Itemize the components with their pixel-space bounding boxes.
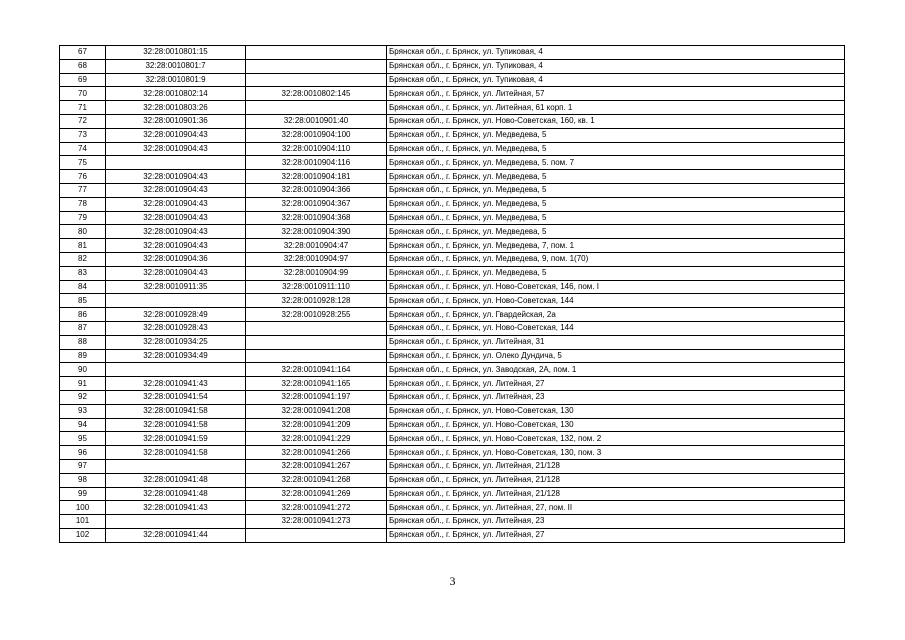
- row-number-cell: 91: [60, 377, 106, 391]
- table-row: [60, 349, 845, 363]
- cadastral-number-cell: 32:28:0010941:59: [106, 432, 246, 446]
- address-cell: Брянская обл., г. Брянск, ул. Медведева, 5: [387, 142, 845, 156]
- row-number-cell: 97: [60, 459, 106, 473]
- cadastral-number-secondary-cell: [246, 73, 387, 87]
- row-number-cell: 83: [60, 266, 106, 280]
- table-row: [60, 432, 845, 446]
- cadastral-number-secondary-cell: 32:28:0010941:164: [246, 363, 387, 377]
- row-number-cell: 76: [60, 170, 106, 184]
- cadastral-number-cell: 32:28:0010904:43: [106, 183, 246, 197]
- table-row: [60, 211, 845, 225]
- cadastral-number-cell: 32:28:0010904:43: [106, 266, 246, 280]
- cadastral-number-cell: 32:28:0010803:26: [106, 101, 246, 115]
- page-number: 3: [449, 574, 456, 588]
- address-cell: Брянская обл., г. Брянск, ул. Медведева, 5: [387, 170, 845, 184]
- cadastral-number-cell: 32:28:0010941:43: [106, 501, 246, 515]
- address-cell: Брянская обл., г. Брянск, ул. Ново-Советская, 130, пом. 3: [387, 446, 845, 460]
- row-number-cell: 73: [60, 128, 106, 142]
- table-row: [60, 46, 845, 60]
- cadastral-number-secondary-cell: 32:28:0010904:367: [246, 197, 387, 211]
- cadastral-number-cell: 32:28:0010904:43: [106, 170, 246, 184]
- cadastral-number-cell: 32:28:0010941:48: [106, 487, 246, 501]
- row-number-cell: 98: [60, 473, 106, 487]
- address-cell: Брянская обл., г. Брянск, ул. Медведева, 9, пом. 1(70): [387, 252, 845, 266]
- table-row: [60, 183, 845, 197]
- row-number-cell: 99: [60, 487, 106, 501]
- table-row: [60, 377, 845, 391]
- cadastral-number-secondary-cell: 32:28:0010904:47: [246, 239, 387, 253]
- cadastral-number-cell: [106, 515, 246, 529]
- cadastral-number-cell: 32:28:0010801:7: [106, 59, 246, 73]
- row-number-cell: 95: [60, 432, 106, 446]
- row-number-cell: 89: [60, 349, 106, 363]
- cadastral-number-secondary-cell: [246, 335, 387, 349]
- cadastral-number-cell: 32:28:0010941:54: [106, 390, 246, 404]
- table-row: [60, 252, 845, 266]
- cadastral-number-cell: 32:28:0010928:43: [106, 321, 246, 335]
- address-cell: Брянская обл., г. Брянск, ул. Ново-Советская, 160, кв. 1: [387, 114, 845, 128]
- row-number-cell: 70: [60, 87, 106, 101]
- address-cell: Брянская обл., г. Брянск, ул. Медведева, 5: [387, 225, 845, 239]
- cadastral-number-secondary-cell: 32:28:0010941:268: [246, 473, 387, 487]
- table-row: [60, 294, 845, 308]
- cadastral-number-secondary-cell: [246, 528, 387, 542]
- address-cell: Брянская обл., г. Брянск, ул. Литейная, 21/128: [387, 473, 845, 487]
- cadastral-number-secondary-cell: 32:28:0010904:181: [246, 170, 387, 184]
- address-cell: Брянская обл., г. Брянск, ул. Гвардейская, 2а: [387, 308, 845, 322]
- address-cell: Брянская обл., г. Брянск, ул. Литейная, 27: [387, 528, 845, 542]
- cadastral-number-secondary-cell: 32:28:0010911:110: [246, 280, 387, 294]
- cadastral-number-secondary-cell: [246, 349, 387, 363]
- cadastral-number-secondary-cell: 32:28:0010941:229: [246, 432, 387, 446]
- row-number-cell: 67: [60, 46, 106, 60]
- table-row: [60, 308, 845, 322]
- cadastral-number-cell: 32:28:0010802:14: [106, 87, 246, 101]
- row-number-cell: 102: [60, 528, 106, 542]
- cadastral-number-secondary-cell: 32:28:0010941:272: [246, 501, 387, 515]
- cadastral-register-table: [59, 45, 845, 543]
- table-row: [60, 239, 845, 253]
- address-cell: Брянская обл., г. Брянск, ул. Медведева, 5. пом. 7: [387, 156, 845, 170]
- row-number-cell: 82: [60, 252, 106, 266]
- row-number-cell: 85: [60, 294, 106, 308]
- cadastral-number-cell: 32:28:0010904:43: [106, 128, 246, 142]
- row-number-cell: 94: [60, 418, 106, 432]
- address-cell: Брянская обл., г. Брянск, ул. Литейная, 23: [387, 390, 845, 404]
- cadastral-number-secondary-cell: 32:28:0010941:165: [246, 377, 387, 391]
- cadastral-number-cell: 32:28:0010928:49: [106, 308, 246, 322]
- address-cell: Брянская обл., г. Брянск, ул. Медведева, 5: [387, 183, 845, 197]
- address-cell: Брянская обл., г. Брянск, ул. Ново-Советская, 130: [387, 418, 845, 432]
- table-row: [60, 225, 845, 239]
- cadastral-number-cell: 32:28:0010941:48: [106, 473, 246, 487]
- table-row: [60, 363, 845, 377]
- address-cell: Брянская обл., г. Брянск, ул. Ново-Советская, 132, пом. 2: [387, 432, 845, 446]
- address-cell: Брянская обл., г. Брянск, ул. Ново-Советская, 144: [387, 321, 845, 335]
- row-number-cell: 86: [60, 308, 106, 322]
- cadastral-number-cell: [106, 459, 246, 473]
- row-number-cell: 90: [60, 363, 106, 377]
- address-cell: Брянская обл., г. Брянск, ул. Медведева, 5: [387, 266, 845, 280]
- cadastral-number-cell: 32:28:0010941:44: [106, 528, 246, 542]
- table-row: [60, 197, 845, 211]
- register-table-body: [60, 46, 845, 543]
- row-number-cell: 74: [60, 142, 106, 156]
- cadastral-number-secondary-cell: 32:28:0010904:116: [246, 156, 387, 170]
- table-row: [60, 501, 845, 515]
- address-cell: Брянская обл., г. Брянск, ул. Медведева, 7, пом. 1: [387, 239, 845, 253]
- cadastral-number-secondary-cell: 32:28:0010904:97: [246, 252, 387, 266]
- cadastral-number-cell: 32:28:0010904:43: [106, 142, 246, 156]
- address-cell: Брянская обл., г. Брянск, ул. Медведева, 5: [387, 197, 845, 211]
- cadastral-number-secondary-cell: [246, 101, 387, 115]
- table-row: [60, 335, 845, 349]
- cadastral-number-secondary-cell: 32:28:0010941:208: [246, 404, 387, 418]
- table-row: [60, 321, 845, 335]
- row-number-cell: 100: [60, 501, 106, 515]
- cadastral-number-cell: [106, 156, 246, 170]
- address-cell: Брянская обл., г. Брянск, ул. Заводская, 2А, пом. 1: [387, 363, 845, 377]
- cadastral-number-secondary-cell: 32:28:0010904:366: [246, 183, 387, 197]
- address-cell: Брянская обл., г. Брянск, ул. Ново-Советская, 144: [387, 294, 845, 308]
- cadastral-number-cell: [106, 294, 246, 308]
- address-cell: Брянская обл., г. Брянск, ул. Тупиковая, 4: [387, 73, 845, 87]
- cadastral-number-cell: 32:28:0010904:43: [106, 197, 246, 211]
- cadastral-number-cell: 32:28:0010901:36: [106, 114, 246, 128]
- table-row: [60, 128, 845, 142]
- table-row: [60, 266, 845, 280]
- address-cell: Брянская обл., г. Брянск, ул. Литейная, 27: [387, 377, 845, 391]
- address-cell: Брянская обл., г. Брянск, ул. Литейная, 21/128: [387, 487, 845, 501]
- table-row: [60, 404, 845, 418]
- cadastral-number-secondary-cell: 32:28:0010941:273: [246, 515, 387, 529]
- row-number-cell: 75: [60, 156, 106, 170]
- cadastral-number-cell: 32:28:0010941:43: [106, 377, 246, 391]
- cadastral-number-cell: 32:28:0010934:49: [106, 349, 246, 363]
- cadastral-number-secondary-cell: 32:28:0010904:390: [246, 225, 387, 239]
- cadastral-number-cell: [106, 363, 246, 377]
- cadastral-number-cell: 32:28:0010941:58: [106, 404, 246, 418]
- table-row: [60, 487, 845, 501]
- address-cell: Брянская обл., г. Брянск, ул. Литейная, 31: [387, 335, 845, 349]
- cadastral-number-cell: 32:28:0010941:58: [106, 446, 246, 460]
- row-number-cell: 87: [60, 321, 106, 335]
- cadastral-number-secondary-cell: 32:28:0010904:100: [246, 128, 387, 142]
- cadastral-number-secondary-cell: 32:28:0010802:145: [246, 87, 387, 101]
- table-row: [60, 170, 845, 184]
- row-number-cell: 101: [60, 515, 106, 529]
- row-number-cell: 84: [60, 280, 106, 294]
- address-cell: Брянская обл., г. Брянск, ул. Литейная, 61 корп. 1: [387, 101, 845, 115]
- cadastral-number-cell: 32:28:0010801:9: [106, 73, 246, 87]
- table-row: [60, 459, 845, 473]
- cadastral-number-secondary-cell: 32:28:0010941:266: [246, 446, 387, 460]
- table-row: [60, 390, 845, 404]
- cadastral-number-cell: 32:28:0010911:35: [106, 280, 246, 294]
- address-cell: Брянская обл., г. Брянск, ул. Ново-Советская, 146, пом. I: [387, 280, 845, 294]
- cadastral-number-cell: 32:28:0010904:43: [106, 239, 246, 253]
- cadastral-number-secondary-cell: 32:28:0010941:267: [246, 459, 387, 473]
- row-number-cell: 93: [60, 404, 106, 418]
- row-number-cell: 77: [60, 183, 106, 197]
- cadastral-number-secondary-cell: 32:28:0010928:255: [246, 308, 387, 322]
- table-row: [60, 101, 845, 115]
- cadastral-number-secondary-cell: 32:28:0010904:110: [246, 142, 387, 156]
- address-cell: Брянская обл., г. Брянск, ул. Тупиковая, 4: [387, 59, 845, 73]
- cadastral-number-cell: 32:28:0010801:15: [106, 46, 246, 60]
- address-cell: Брянская обл., г. Брянск, ул. Олеко Дундича, 5: [387, 349, 845, 363]
- cadastral-number-secondary-cell: 32:28:0010901:40: [246, 114, 387, 128]
- table-row: [60, 73, 845, 87]
- cadastral-number-cell: 32:28:0010904:43: [106, 225, 246, 239]
- cadastral-number-cell: 32:28:0010904:43: [106, 211, 246, 225]
- table-row: [60, 156, 845, 170]
- address-cell: Брянская обл., г. Брянск, ул. Литейная, 27, пом. II: [387, 501, 845, 515]
- table-row: [60, 280, 845, 294]
- cadastral-number-secondary-cell: 32:28:0010941:269: [246, 487, 387, 501]
- cadastral-number-secondary-cell: 32:28:0010904:99: [246, 266, 387, 280]
- address-cell: Брянская обл., г. Брянск, ул. Ново-Советская, 130: [387, 404, 845, 418]
- row-number-cell: 92: [60, 390, 106, 404]
- table-row: [60, 473, 845, 487]
- address-cell: Брянская обл., г. Брянск, ул. Медведева, 5: [387, 211, 845, 225]
- address-cell: Брянская обл., г. Брянск, ул. Литейная, 23: [387, 515, 845, 529]
- cadastral-number-secondary-cell: 32:28:0010941:209: [246, 418, 387, 432]
- address-cell: Брянская обл., г. Брянск, ул. Тупиковая, 4: [387, 46, 845, 60]
- row-number-cell: 78: [60, 197, 106, 211]
- cadastral-number-secondary-cell: [246, 46, 387, 60]
- row-number-cell: 69: [60, 73, 106, 87]
- row-number-cell: 88: [60, 335, 106, 349]
- row-number-cell: 80: [60, 225, 106, 239]
- cadastral-number-cell: 32:28:0010904:36: [106, 252, 246, 266]
- table-row: [60, 87, 845, 101]
- row-number-cell: 72: [60, 114, 106, 128]
- table-row: [60, 59, 845, 73]
- table-row: [60, 528, 845, 542]
- cadastral-number-secondary-cell: [246, 321, 387, 335]
- table-row: [60, 515, 845, 529]
- table-row: [60, 446, 845, 460]
- cadastral-number-secondary-cell: 32:28:0010904:368: [246, 211, 387, 225]
- address-cell: Брянская обл., г. Брянск, ул. Литейная, 57: [387, 87, 845, 101]
- table-row: [60, 418, 845, 432]
- row-number-cell: 71: [60, 101, 106, 115]
- row-number-cell: 96: [60, 446, 106, 460]
- row-number-cell: 81: [60, 239, 106, 253]
- cadastral-number-secondary-cell: [246, 59, 387, 73]
- table-row: [60, 142, 845, 156]
- address-cell: Брянская обл., г. Брянск, ул. Литейная, 21/128: [387, 459, 845, 473]
- table-row: [60, 114, 845, 128]
- cadastral-number-secondary-cell: 32:28:0010941:197: [246, 390, 387, 404]
- row-number-cell: 68: [60, 59, 106, 73]
- row-number-cell: 79: [60, 211, 106, 225]
- cadastral-number-cell: 32:28:0010941:58: [106, 418, 246, 432]
- cadastral-number-cell: 32:28:0010934:25: [106, 335, 246, 349]
- cadastral-number-secondary-cell: 32:28:0010928:128: [246, 294, 387, 308]
- address-cell: Брянская обл., г. Брянск, ул. Медведева, 5: [387, 128, 845, 142]
